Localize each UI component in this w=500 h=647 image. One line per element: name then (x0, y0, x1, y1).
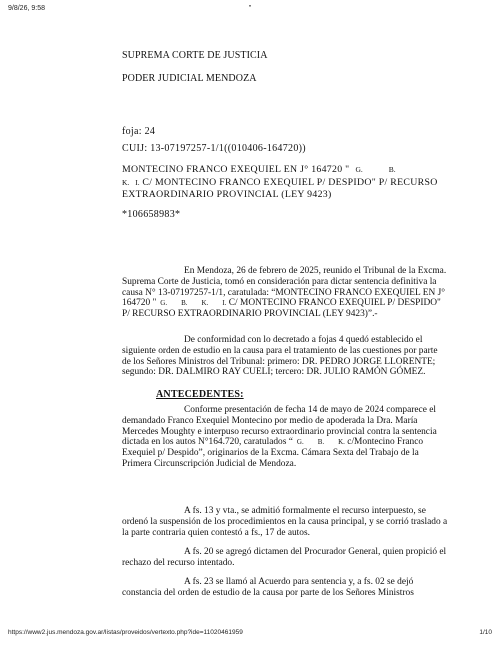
paragraph-intro (122, 266, 448, 320)
paragraph-dictamen (122, 547, 448, 569)
print-footer-url: https://www2.jus.mendoza.gov.ar/listas/proveidos/vertexto.php?ide=11020461959 (8, 629, 243, 636)
p1-text-a: En Mendoza, 26 de febrero de 2025, reunido el Tribunal de la Excma. Suprema Corte de Justicia, tomó en consideración para dictar sentencia definitiva la causa N° 13-07197257-1/1, caratulada: “MONTECINO FRANCO EXEQUIEL EN J° 164720 " (122, 266, 447, 309)
p1-initial-i: I. (222, 299, 227, 308)
paragraph-antecedentes (122, 405, 448, 470)
paragraph-acuerdo (122, 577, 448, 599)
document-id: *106658983* (122, 209, 181, 220)
section-heading-antecedentes: ANTECEDENTES: (156, 389, 244, 400)
p1-text-b: C/ MONTECINO FRANCO EXEQUIEL P/ DESPIDO" P/ RECURSO EXTRAORDINARIO PROVINCIAL (LEY 9423)”.- (122, 298, 441, 320)
foja-number: foja: 24 (122, 126, 156, 137)
p3-text-b: c/Montecino Franco Exequiel p/ Despido”, originarios de la Excma. Cámara Sexta del Trabajo de la Primera Circunscripción Judicial de Mendoza. (122, 437, 424, 469)
p4-text: A fs. 13 y vta., se admitió formalmente el recurso interpuesto, se ordenó la suspensión de los procedimientos en la causa principal, y se corrió traslado a la parte contraria quien contestó a fs., 17 de autos. (122, 506, 448, 538)
case-caption (122, 164, 442, 202)
p5-text: A fs. 20 se agregó dictamen del Procurador General, quien propició el rechazo del recurso intentado. (122, 547, 447, 568)
paragraph-admission (122, 506, 448, 538)
caption-initial-b: B. (388, 165, 396, 174)
p3-initial-k: K. (338, 438, 345, 447)
p3-initial-g: G. (296, 438, 304, 447)
court-name: SUPREMA CORTE DE JUSTICIA (122, 50, 268, 61)
p1-initial-g: G. (160, 299, 168, 308)
p3-initial-b: B. (317, 438, 325, 447)
caption-initial-i: I. (135, 177, 140, 187)
caption-part1: MONTECINO FRANCO EXEQUIEL EN J° 164720 " (122, 164, 350, 175)
caption-initial-k: K. (122, 177, 130, 187)
court-subtitle: PODER JUDICIAL MENDOZA (122, 73, 257, 84)
print-header-mark: " (248, 5, 252, 12)
print-page-number: 1/10 (479, 629, 492, 636)
paragraph-study-order (122, 335, 448, 378)
p1-initial-k: K. (201, 299, 209, 308)
caption-part2: C/ MONTECINO FRANCO EXEQUIEL P/ DESPIDO" P/ RECURSO EXTRAORDINARIO PROVINCIAL (LEY 9423) (122, 176, 438, 200)
p2-text: De conformidad con lo decretado a fojas 4 quedó establecido el siguiente orden de estudio en la causa para el tratamiento de las cuestiones por parte de los Señores Ministros del Tribunal: primero: DR. PEDRO JORGE LLORENTE; segundo: DR. DALMIRO RAY CUELI; tercero: DR. JULIO RAMÓN GÓMEZ. (122, 335, 438, 378)
print-datetime: 9/8/26, 9:58 (8, 5, 45, 12)
p6-text: A fs. 23 se llamó al Acuerdo para sentencia y, a fs. 02 se dejó constancia del orden de estudio de la causa por parte de los Señores Ministros (122, 577, 414, 598)
p1-initial-b: B. (181, 299, 188, 308)
p3-text-a: Conforme presentación de fecha 14 de mayo de 2024 comparece el demandado Franco Exequiel Montecino por medio de apoderada la Dra. María Mercedes Moughty e interpuso recurso extraordinario provincial contra la sentencia dictada en los autos N°164.720, caratulados “ (122, 405, 437, 448)
caption-initial-g: G. (355, 165, 363, 174)
cuij-number: CUIJ: 13-07197257-1/1((010406-164720)) (122, 143, 306, 154)
